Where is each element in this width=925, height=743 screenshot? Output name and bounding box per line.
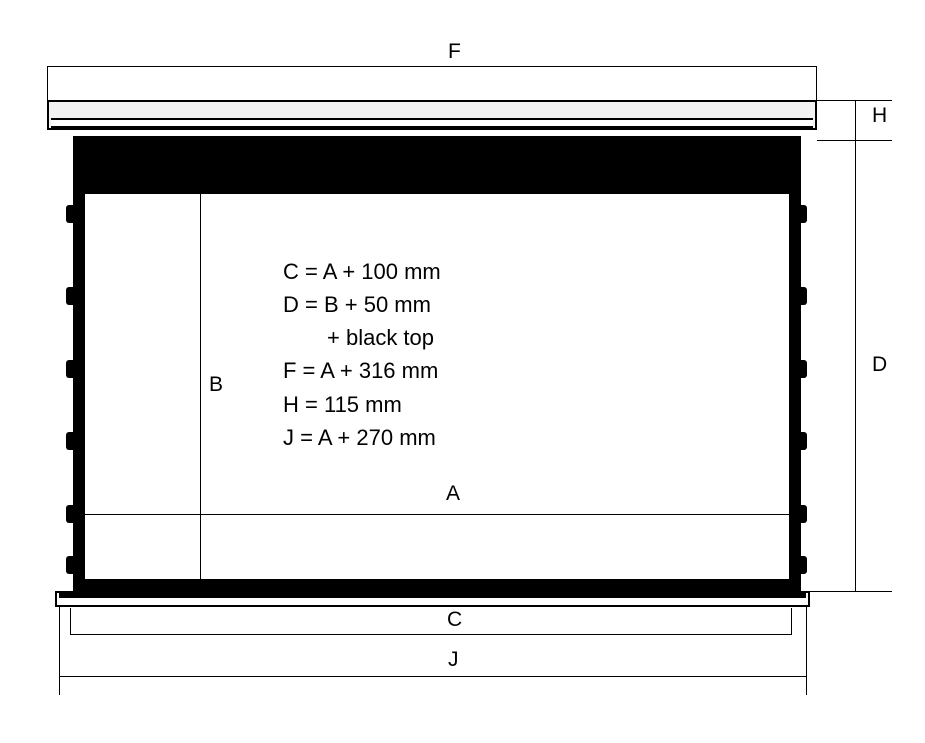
surface-guide-line-horizontal	[85, 514, 789, 515]
tension-tab-right-2	[793, 287, 807, 305]
dimension-line-h	[855, 100, 856, 140]
dimension-label-d: D	[872, 353, 888, 376]
tension-tab-right-4	[793, 432, 807, 450]
formula-line-4: F = A + 316 mm	[283, 358, 439, 383]
dimension-line-f	[47, 66, 817, 67]
extension-line-c-right	[791, 608, 792, 634]
surface-guide-line-vertical	[200, 194, 201, 579]
tension-tab-left-2	[66, 287, 80, 305]
tension-tab-right-6	[793, 556, 807, 574]
extension-line-d-bottom	[810, 591, 892, 592]
extension-line-j-right	[806, 607, 807, 695]
formula-line-2: D = B + 50 mm	[283, 292, 431, 317]
dimension-label-b: B	[209, 373, 224, 396]
dimension-line-d	[855, 140, 856, 592]
dimension-label-f: F	[448, 40, 461, 63]
screen-viewing-surface	[85, 194, 789, 579]
extension-line-j-left	[59, 607, 60, 695]
tension-tab-left-6	[66, 556, 80, 574]
formula-line-1: C = A + 100 mm	[283, 259, 441, 284]
tension-tab-left-3	[66, 360, 80, 378]
tension-tab-left-4	[66, 432, 80, 450]
formula-line-3: + black top	[327, 325, 435, 350]
tension-tab-right-3	[793, 360, 807, 378]
dimension-label-c: C	[447, 608, 463, 631]
dimension-line-c	[70, 634, 792, 635]
dimension-label-j: J	[448, 648, 459, 671]
screen-bottom-bar-black-strip	[59, 593, 806, 598]
tension-tab-left-5	[66, 505, 80, 523]
tension-tab-left-1	[66, 205, 80, 223]
dimension-line-j	[59, 676, 807, 677]
tension-tab-right-1	[793, 205, 807, 223]
extension-line-c-left	[70, 608, 71, 634]
extension-line-f-left	[47, 66, 48, 104]
formula-line-6: J = A + 270 mm	[283, 425, 436, 450]
dimension-label-h: H	[872, 104, 888, 127]
extension-line-f-right	[816, 66, 817, 104]
formula-line-5: H = 115 mm	[283, 392, 402, 417]
tension-tab-right-5	[793, 505, 807, 523]
casing-bottom-strip	[51, 120, 813, 128]
dimension-label-a: A	[446, 482, 461, 505]
